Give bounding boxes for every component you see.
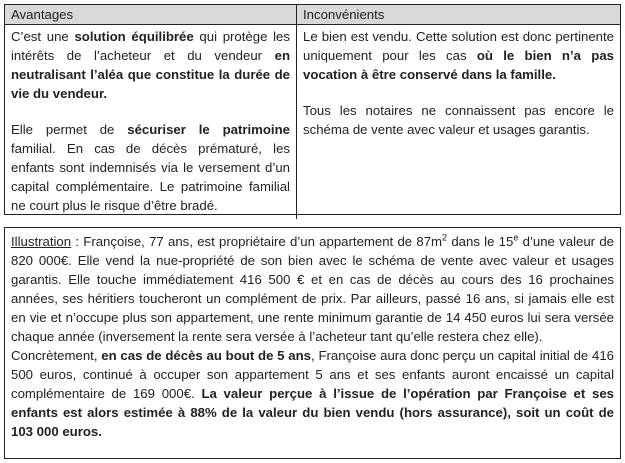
- avantages-paragraph-2: Elle permet de sécuriser le patrimoine familial. En cas de décès prématuré, les enfants sont indemnisés via le versement d’un capital complémentaire. Le patrimoine familial ne court plus le risque d’être bradé.: [11, 122, 290, 213]
- inconvenients-paragraph-2: Tous les notaires ne connaissent pas encore le schéma de vente avec valeur et usages garantis.: [303, 103, 614, 137]
- pros-cons-table: [4, 4, 621, 215]
- illustration-box: [4, 227, 621, 459]
- header-avantages: Avantages: [5, 5, 297, 25]
- avantages-paragraph-1: C’est une solution équilibrée qui protège les intérêts de l’acheteur et du vendeur en neutralisant l’aléa que constitue la durée de vie du vendeur.: [11, 29, 290, 101]
- illustration-label: Illustration: [11, 234, 72, 249]
- avantages-cell: [5, 25, 297, 219]
- header-inconvenients: Inconvénients: [297, 5, 620, 25]
- illustration-paragraph-2: Concrètement, en cas de décès au bout de 5 ans, Françoise aura donc perçu un capital initial de 416 500 euros, continué à occuper son appartement 5 ans et ses enfants auront encaissé un capital complémentaire de 169 000€. La valeur perçue à l’issue de l’opération par Françoise et ses enfants est alors estimée à 88% de la valeur du bien vendu (hors assurance), soit un coût de 103 000 euros.: [11, 348, 615, 439]
- inconvenients-cell: [297, 25, 620, 219]
- illustration-paragraph-1: Illustration : Françoise, 77 ans, est propriétaire d’un appartement de $87m^2$ dans le 15e d’une valeur de 820 000€. Elle vend la nue-propriété de son bien avec le schéma de vente avec valeur et usages garantis. Elle touche immédiatement 416 500 € et en cas de décès au cours des 16 prochaines années, ses héritiers toucheront un complément de prix. Par ailleurs, passé 16 ans, si jamais elle est en vie et n’occupe plus son appartement, une rente minimum garantie de 14 450 euros lui sera versée chaque année (inversement la rente sera versée à l’acheteur tant qu’elle restera chez elle).: [11, 232, 614, 344]
- inconvenients-paragraph-1: Le bien est vendu. Cette solution est donc pertinente uniquement pour les cas où le bien n’a pas vocation à être conservé dans la famille.: [303, 29, 614, 82]
